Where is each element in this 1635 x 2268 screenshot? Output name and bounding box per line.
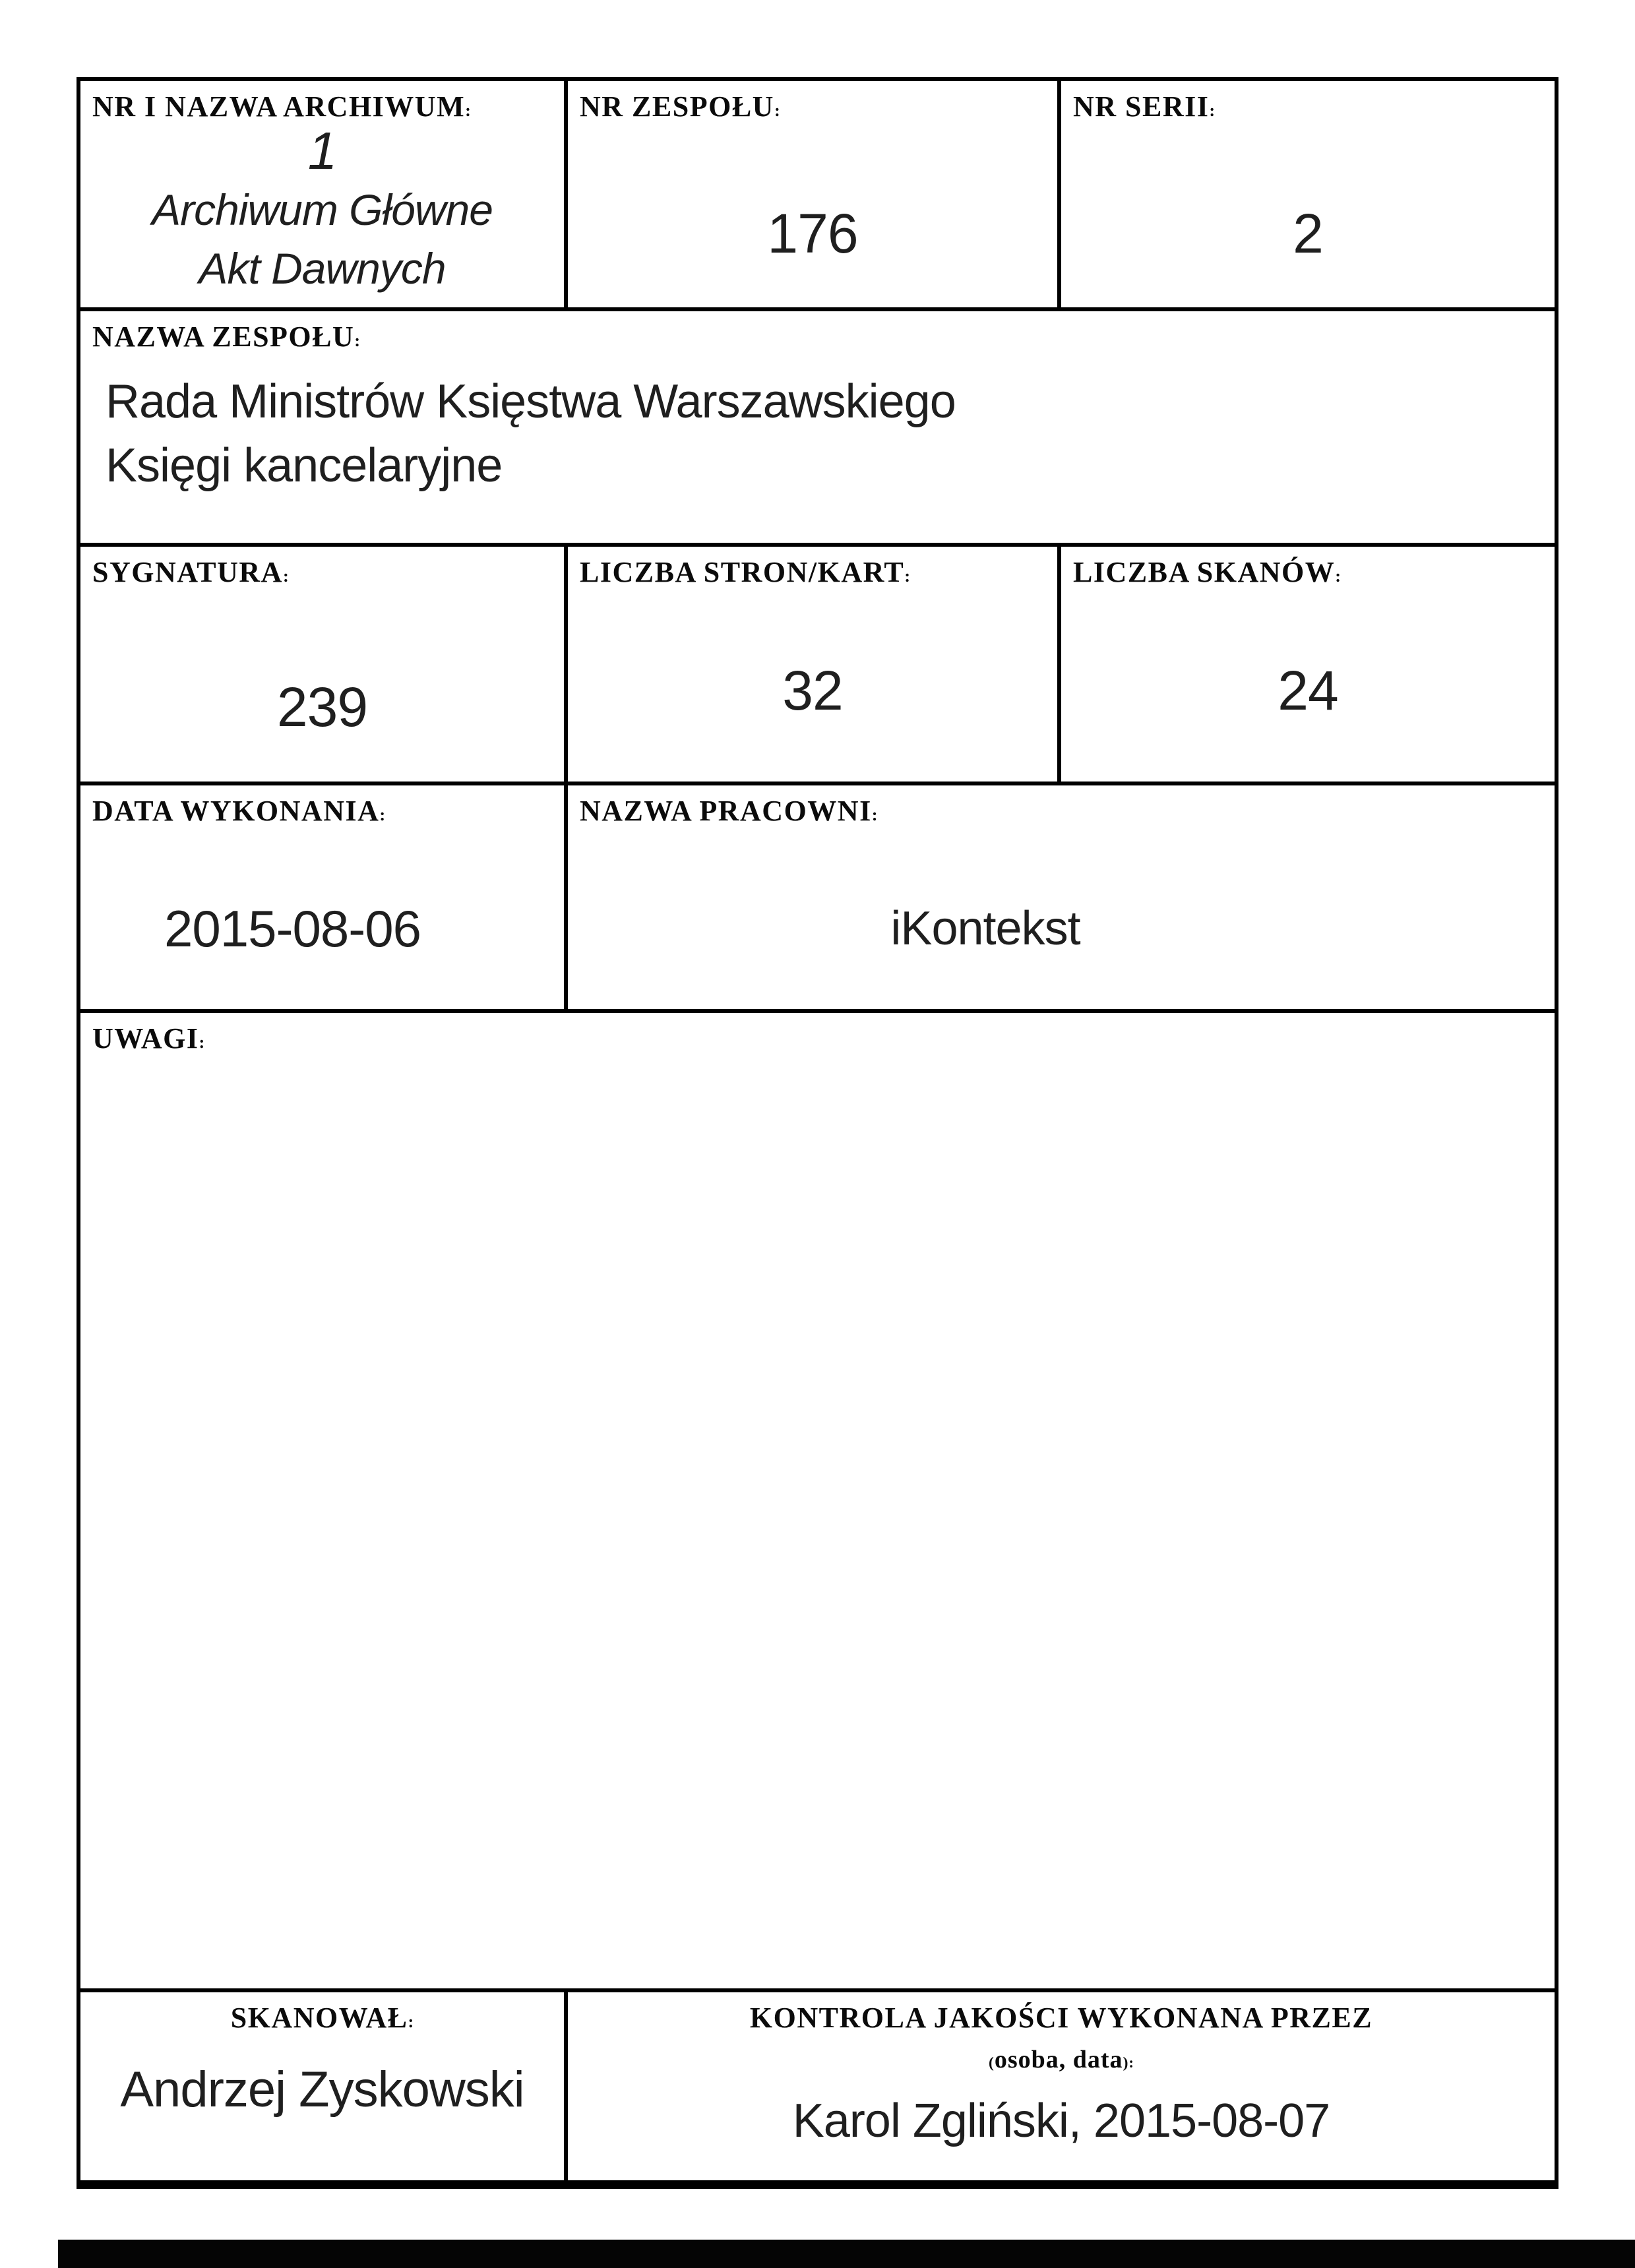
row-date-studio — [80, 785, 1555, 1013]
remarks-label: UWAGI: — [92, 1022, 205, 1055]
row-archive-ids — [80, 81, 1555, 311]
cell-studio — [568, 785, 1555, 1009]
scanned-by-label: SKANOWAŁ: — [230, 2002, 414, 2034]
remarks-value — [92, 1056, 1543, 1979]
fonds-name-label: NAZWA ZESPOŁU: — [92, 321, 361, 353]
archive-label: NR I NAZWA ARCHIWUM: — [92, 90, 471, 123]
fonds-name-values — [92, 370, 1543, 498]
cell-fonds-number — [568, 81, 1061, 307]
series-number-value: 2 — [1293, 202, 1323, 265]
metadata-table — [77, 77, 1558, 2189]
archive-values — [92, 121, 552, 298]
quality-control-label: KONTROLA JAKOŚCI WYKONANA PRZEZ — [749, 2002, 1373, 2034]
row-signatures — [80, 1992, 1555, 2180]
cell-archive — [80, 81, 568, 307]
scanned-by-value: Andrzej Zyskowski — [120, 2062, 524, 2118]
fonds-number-label: NR ZESPOŁU: — [580, 90, 780, 123]
archive-name-line1: Archiwum Główne — [152, 185, 493, 234]
series-number-label: NR SERII: — [1073, 90, 1216, 123]
cell-date-made — [80, 785, 568, 1009]
page-count-value: 32 — [782, 659, 843, 721]
date-made-value: 2015-08-06 — [164, 899, 421, 958]
cell-page-count — [568, 547, 1061, 782]
cell-quality-control — [568, 1992, 1555, 2180]
cell-signature — [80, 547, 568, 782]
quality-control-value: Karol Zgliński, 2015-08-07 — [792, 2094, 1330, 2147]
scan-count-label: LICZBA SKANÓW: — [1073, 556, 1342, 588]
cell-series-number — [1061, 81, 1555, 307]
signature-value: 239 — [276, 675, 368, 738]
archive-name-line2: Akt Dawnych — [199, 243, 446, 293]
signature-label: SYGNATURA: — [92, 556, 289, 588]
row-fonds-name — [80, 311, 1555, 547]
studio-label: NAZWA PRACOWNI: — [580, 795, 878, 827]
fonds-name-line1: Rada Ministrów Księstwa Warszawskiego — [106, 375, 956, 428]
fonds-name-line2: Księgi kancelaryjne — [106, 439, 503, 492]
scanner-edge-artifact — [58, 2240, 1635, 2268]
quality-control-sublabel: (osoba, data): — [989, 2045, 1134, 2073]
cell-scan-count — [1061, 547, 1555, 782]
page-count-label: LICZBA STRON/KART: — [580, 556, 910, 588]
fonds-number-value: 176 — [767, 202, 858, 265]
row-counts — [80, 547, 1555, 785]
date-made-label: DATA WYKONANIA: — [92, 795, 386, 827]
cell-scanned-by — [80, 1992, 568, 2180]
archive-number: 1 — [307, 121, 337, 180]
row-remarks — [80, 1013, 1555, 1992]
studio-value: iKontekst — [890, 902, 1080, 956]
cell-fonds-name — [80, 311, 1555, 543]
cell-remarks — [80, 1013, 1555, 1988]
scan-count-value: 24 — [1278, 659, 1338, 721]
